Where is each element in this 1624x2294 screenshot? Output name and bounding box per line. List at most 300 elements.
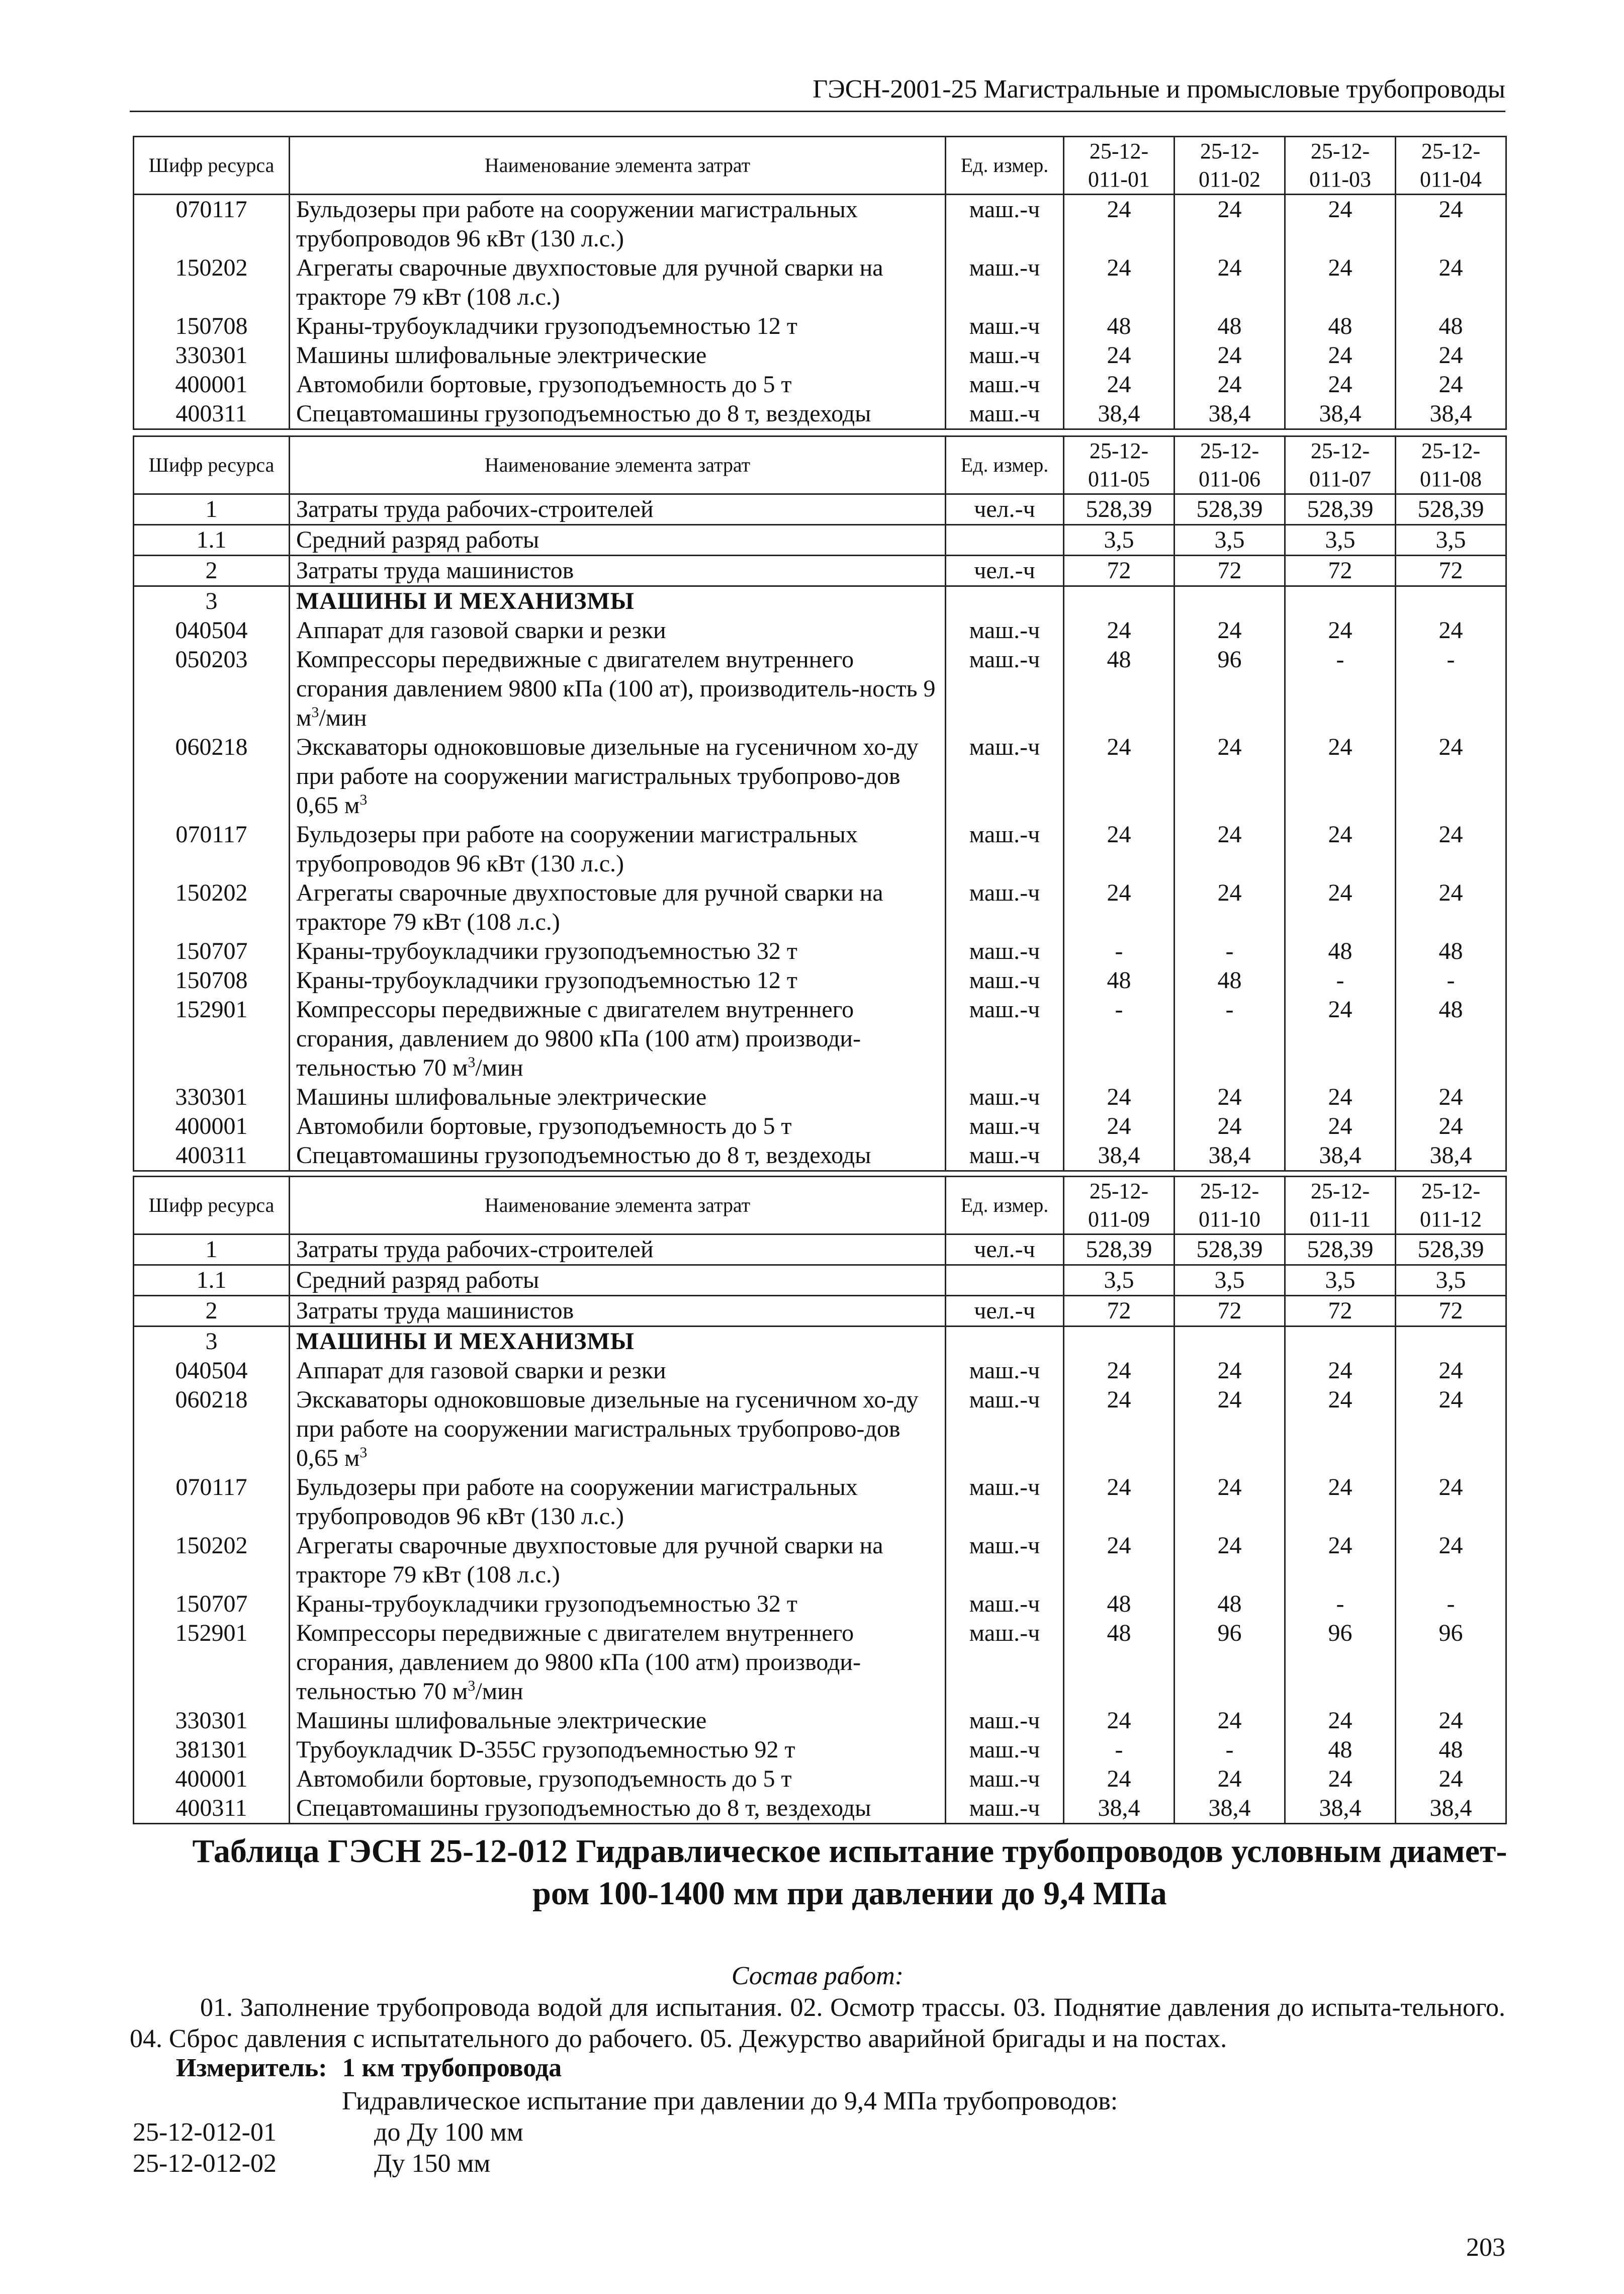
value-cell: 24 bbox=[1396, 1112, 1506, 1141]
value-cell bbox=[1285, 586, 1396, 616]
value-cell bbox=[1175, 1327, 1285, 1357]
code: 25-12-012-02 bbox=[133, 2149, 277, 2178]
unit: маш.-ч bbox=[946, 195, 1064, 254]
unit: маш.-ч bbox=[946, 1794, 1064, 1824]
value-cell: 528,39 bbox=[1285, 494, 1396, 525]
resource-code: 400311 bbox=[134, 1794, 290, 1824]
resource-code: 070117 bbox=[134, 195, 290, 254]
value-cell: 48 bbox=[1285, 312, 1396, 341]
resource-name bbox=[290, 1112, 946, 1141]
norm-code-header bbox=[1396, 1177, 1506, 1234]
resource-table-3 bbox=[133, 1176, 1507, 1824]
resource-table-1 bbox=[133, 136, 1507, 430]
resource-code: 3 bbox=[134, 1327, 290, 1357]
resource-code: 050203 bbox=[134, 645, 290, 733]
resource-name bbox=[290, 1473, 946, 1531]
value-cell: 24 bbox=[1064, 1083, 1175, 1112]
table-row bbox=[134, 1265, 1506, 1296]
value-cell: 38,4 bbox=[1175, 1794, 1285, 1824]
table-row bbox=[134, 616, 1506, 645]
value-cell: 38,4 bbox=[1396, 399, 1506, 429]
value-cell: 3,5 bbox=[1064, 1265, 1175, 1296]
col-unit-header: Ед. измер. bbox=[946, 137, 1064, 195]
value-cell: 24 bbox=[1285, 1356, 1396, 1385]
value-cell: 24 bbox=[1285, 616, 1396, 645]
value-cell: 96 bbox=[1175, 1619, 1285, 1706]
unit bbox=[946, 586, 1064, 616]
value-cell: 24 bbox=[1064, 1385, 1175, 1473]
value-cell: 96 bbox=[1175, 645, 1285, 733]
value-cell: 48 bbox=[1396, 995, 1506, 1083]
resource-name-text: Компрессоры передвижные с двигателем внутреннего сгорания давлением 9800 кПа (100 ат), производитель-ность 9 м bbox=[296, 646, 936, 731]
value-cell: 3,5 bbox=[1285, 1265, 1396, 1296]
table-row bbox=[134, 1764, 1506, 1794]
unit-suffix: /мин bbox=[475, 1054, 523, 1081]
resource-name bbox=[290, 1265, 946, 1296]
value-cell: 72 bbox=[1175, 556, 1285, 586]
value-cell: 24 bbox=[1285, 253, 1396, 312]
value-cell: 24 bbox=[1175, 1706, 1285, 1735]
resource-name-text: Краны-трубоукладчики грузоподъемностью 32 т bbox=[296, 938, 797, 964]
table-row bbox=[134, 195, 1506, 254]
resource-name bbox=[290, 616, 946, 645]
norm-code-header bbox=[1175, 1177, 1285, 1234]
value-cell: 24 bbox=[1064, 878, 1175, 937]
value-cell: 24 bbox=[1175, 1083, 1285, 1112]
table-row bbox=[134, 1356, 1506, 1385]
resource-name bbox=[290, 1764, 946, 1794]
meter-label: Измеритель: bbox=[176, 2054, 327, 2082]
value-cell bbox=[1064, 1327, 1175, 1357]
norm-code-header bbox=[1285, 1177, 1396, 1234]
norm-code-part: 25-12- bbox=[1089, 438, 1149, 463]
value-cell: 24 bbox=[1175, 253, 1285, 312]
table-row bbox=[134, 556, 1506, 586]
resource-name-text: Машины шлифовальные электрические bbox=[296, 1707, 707, 1734]
value-cell: 24 bbox=[1064, 1112, 1175, 1141]
value-cell: 24 bbox=[1064, 341, 1175, 370]
value-cell: 24 bbox=[1285, 1112, 1396, 1141]
unit: маш.-ч bbox=[946, 1735, 1064, 1764]
value-cell: 72 bbox=[1285, 556, 1396, 586]
value-cell: - bbox=[1285, 1590, 1396, 1619]
value-cell: 38,4 bbox=[1285, 399, 1396, 429]
unit-suffix: /мин bbox=[319, 704, 367, 731]
unit: маш.-ч bbox=[946, 1706, 1064, 1735]
value-cell: 24 bbox=[1064, 253, 1175, 312]
unit: маш.-ч bbox=[946, 1385, 1064, 1473]
section-title: Таблица ГЭСН 25-12-012 Гидравлическое испытание трубопроводов условным диамет-ром 100-1400 мм при давлении до 9,4 МПа bbox=[192, 1833, 1507, 1912]
value-cell: 48 bbox=[1175, 312, 1285, 341]
table-row bbox=[134, 733, 1506, 820]
value-cell: 24 bbox=[1285, 1083, 1396, 1112]
unit: чел.-ч bbox=[946, 1234, 1064, 1265]
unit: маш.-ч bbox=[946, 1356, 1064, 1385]
resource-name-text: Автомобили бортовые, грузоподъемность до 5 т bbox=[296, 1113, 792, 1139]
table-row bbox=[134, 341, 1506, 370]
table-row bbox=[134, 995, 1506, 1083]
resource-name bbox=[290, 253, 946, 312]
value-cell bbox=[1285, 1327, 1396, 1357]
value-cell: 24 bbox=[1285, 195, 1396, 254]
resource-code: 1 bbox=[134, 494, 290, 525]
value-cell: 24 bbox=[1175, 1764, 1285, 1794]
unit: маш.-ч bbox=[946, 1083, 1064, 1112]
resource-name-text: Средний разряд работы bbox=[296, 526, 539, 553]
resource-name bbox=[290, 494, 946, 525]
resource-name-text: Бульдозеры при работе на сооружении магистральных трубопроводов 96 кВт (130 л.с.) bbox=[296, 196, 858, 252]
table-row bbox=[134, 1141, 1506, 1171]
value-cell: 96 bbox=[1396, 1619, 1506, 1706]
norm-code-part: 25-12- bbox=[1089, 139, 1149, 163]
resource-name-text: Спецавтомашины грузоподъемностью до 8 т, вездеходы bbox=[296, 400, 871, 427]
norm-code-part: 011-12 bbox=[1419, 1207, 1482, 1231]
unit: маш.-ч bbox=[946, 1764, 1064, 1794]
code-line bbox=[133, 2148, 490, 2179]
unit: маш.-ч bbox=[946, 1619, 1064, 1706]
resource-name-text: Бульдозеры при работе на сооружении магистральных трубопроводов 96 кВт (130 л.с.) bbox=[296, 1474, 858, 1530]
subheading: Гидравлическое испытание при давлении до 9,4 МПа трубопроводов: bbox=[342, 2087, 1118, 2115]
value-cell: 24 bbox=[1175, 195, 1285, 254]
table-row bbox=[134, 645, 1506, 733]
value-cell: 3,5 bbox=[1175, 525, 1285, 556]
resource-name bbox=[290, 556, 946, 586]
resource-name-text: Агрегаты сварочные двухпостовые для ручной сварки на тракторе 79 кВт (108 л.с.) bbox=[296, 879, 883, 935]
resource-name-text: Агрегаты сварочные двухпостовые для ручной сварки на тракторе 79 кВт (108 л.с.) bbox=[296, 1532, 883, 1588]
norm-code-header bbox=[1064, 137, 1175, 195]
unit bbox=[946, 525, 1064, 556]
table-row bbox=[134, 1296, 1506, 1327]
table-row bbox=[134, 937, 1506, 966]
value-cell: 24 bbox=[1396, 253, 1506, 312]
value-cell: 3,5 bbox=[1396, 1265, 1506, 1296]
resource-name bbox=[290, 1619, 946, 1706]
norm-code-part: 25-12- bbox=[1089, 1179, 1149, 1203]
value-cell: 24 bbox=[1064, 370, 1175, 399]
norm-code-header bbox=[1064, 436, 1175, 494]
unit: маш.-ч bbox=[946, 312, 1064, 341]
resource-name bbox=[290, 1706, 946, 1735]
resource-code: 060218 bbox=[134, 1385, 290, 1473]
table-row bbox=[134, 370, 1506, 399]
unit: чел.-ч bbox=[946, 1296, 1064, 1327]
resource-code: 1 bbox=[134, 1234, 290, 1265]
table-row bbox=[134, 1531, 1506, 1590]
unit: маш.-ч bbox=[946, 937, 1064, 966]
header-row bbox=[134, 1177, 1506, 1234]
resource-code: 070117 bbox=[134, 820, 290, 878]
composition-text: 01. Заполнение трубопровода водой для испытания. 02. Осмотр трассы. 03. Поднятие давления до испыта-тельного. 04. Сброс давления с испытательного до рабочего. 05. Дежурство аварийной бригады и на постах. bbox=[130, 1993, 1505, 2053]
unit: маш.-ч bbox=[946, 1112, 1064, 1141]
value-cell: 528,39 bbox=[1175, 1234, 1285, 1265]
value-cell: 24 bbox=[1285, 820, 1396, 878]
value-cell: 96 bbox=[1285, 1619, 1396, 1706]
value-cell: - bbox=[1175, 995, 1285, 1083]
table-row bbox=[134, 966, 1506, 995]
superscript: 3 bbox=[359, 1444, 368, 1461]
norm-code-part: 011-10 bbox=[1198, 1207, 1261, 1231]
value-cell: 24 bbox=[1285, 733, 1396, 820]
value-cell: 24 bbox=[1285, 1531, 1396, 1590]
value-cell: 48 bbox=[1064, 1590, 1175, 1619]
value-cell: - bbox=[1064, 1735, 1175, 1764]
resource-code: 381301 bbox=[134, 1735, 290, 1764]
unit: чел.-ч bbox=[946, 556, 1064, 586]
resource-name bbox=[290, 820, 946, 878]
norm-code-part: 25-12- bbox=[1200, 1179, 1259, 1203]
table-row bbox=[134, 1083, 1506, 1112]
resource-name-text: Затраты труда рабочих-строителей bbox=[296, 496, 654, 522]
value-cell: 24 bbox=[1064, 195, 1175, 254]
value-cell: 24 bbox=[1396, 1706, 1506, 1735]
value-cell: 72 bbox=[1064, 1296, 1175, 1327]
resource-code: 1.1 bbox=[134, 1265, 290, 1296]
resource-code: 2 bbox=[134, 556, 290, 586]
value-cell: 24 bbox=[1175, 820, 1285, 878]
resource-code: 060218 bbox=[134, 733, 290, 820]
norm-code-part: 011-02 bbox=[1198, 167, 1261, 192]
resource-name bbox=[290, 1296, 946, 1327]
resource-code: 040504 bbox=[134, 1356, 290, 1385]
norm-code-part: 011-11 bbox=[1309, 1207, 1371, 1231]
value-cell: 72 bbox=[1396, 1296, 1506, 1327]
norm-code-part: 25-12- bbox=[1421, 139, 1481, 163]
value-cell: 24 bbox=[1396, 616, 1506, 645]
resource-name-text: МАШИНЫ И МЕХАНИЗМЫ bbox=[296, 1328, 635, 1355]
code-text: до Ду 100 мм bbox=[374, 2118, 523, 2147]
col-code-header: Шифр ресурса bbox=[134, 1177, 290, 1234]
resource-code: 150708 bbox=[134, 312, 290, 341]
value-cell: 24 bbox=[1175, 616, 1285, 645]
resource-code: 152901 bbox=[134, 995, 290, 1083]
unit: маш.-ч bbox=[946, 616, 1064, 645]
value-cell: 24 bbox=[1285, 1764, 1396, 1794]
table-row bbox=[134, 494, 1506, 525]
resource-name bbox=[290, 1531, 946, 1590]
col-name-header: Наименование элемента затрат bbox=[290, 137, 946, 195]
value-cell: - bbox=[1396, 1590, 1506, 1619]
unit: маш.-ч bbox=[946, 733, 1064, 820]
value-cell: 48 bbox=[1064, 645, 1175, 733]
resource-name bbox=[290, 370, 946, 399]
value-cell: 24 bbox=[1396, 1356, 1506, 1385]
resource-code: 150202 bbox=[134, 1531, 290, 1590]
resource-name bbox=[290, 586, 946, 616]
value-cell: 24 bbox=[1285, 1706, 1396, 1735]
value-cell: 24 bbox=[1064, 616, 1175, 645]
value-cell bbox=[1396, 586, 1506, 616]
norm-code-part: 25-12- bbox=[1310, 1179, 1370, 1203]
value-cell: 38,4 bbox=[1285, 1794, 1396, 1824]
resource-name-text: Краны-трубоукладчики грузоподъемностью 32 т bbox=[296, 1591, 797, 1617]
table-row bbox=[134, 399, 1506, 429]
resource-name-text: Автомобили бортовые, грузоподъемность до 5 т bbox=[296, 371, 792, 398]
unit: маш.-ч bbox=[946, 1141, 1064, 1171]
value-cell: 24 bbox=[1285, 341, 1396, 370]
unit: чел.-ч bbox=[946, 494, 1064, 525]
table-row bbox=[134, 1794, 1506, 1824]
value-cell: 48 bbox=[1396, 312, 1506, 341]
unit-suffix: /мин bbox=[475, 1678, 523, 1705]
value-cell bbox=[1396, 1327, 1506, 1357]
value-cell: 24 bbox=[1285, 878, 1396, 937]
unit: маш.-ч bbox=[946, 820, 1064, 878]
norm-code-header bbox=[1064, 1177, 1175, 1234]
resource-code: 400001 bbox=[134, 370, 290, 399]
resource-name-text: Спецавтомашины грузоподъемностью до 8 т, вездеходы bbox=[296, 1795, 871, 1821]
table-row bbox=[134, 1112, 1506, 1141]
value-cell: 48 bbox=[1285, 1735, 1396, 1764]
value-cell: 38,4 bbox=[1064, 399, 1175, 429]
value-cell: 38,4 bbox=[1175, 1141, 1285, 1171]
value-cell: 48 bbox=[1396, 937, 1506, 966]
value-cell: 24 bbox=[1396, 878, 1506, 937]
value-cell: 72 bbox=[1396, 556, 1506, 586]
unit: маш.-ч bbox=[946, 1531, 1064, 1590]
value-cell: 72 bbox=[1285, 1296, 1396, 1327]
resource-name bbox=[290, 399, 946, 429]
resource-code: 400001 bbox=[134, 1764, 290, 1794]
unit: маш.-ч bbox=[946, 878, 1064, 937]
value-cell: 24 bbox=[1396, 341, 1506, 370]
meter-value: 1 км трубопровода bbox=[342, 2054, 562, 2082]
value-cell bbox=[1064, 586, 1175, 616]
resource-name-text: Агрегаты сварочные двухпостовые для ручной сварки на тракторе 79 кВт (108 л.с.) bbox=[296, 254, 883, 310]
resource-name-text: Средний разряд работы bbox=[296, 1267, 539, 1293]
norm-code-part: 011-03 bbox=[1309, 167, 1372, 192]
col-code-header: Шифр ресурса bbox=[134, 137, 290, 195]
value-cell: - bbox=[1175, 937, 1285, 966]
norm-code-part: 011-01 bbox=[1088, 167, 1150, 192]
norm-code-part: 011-05 bbox=[1088, 467, 1150, 491]
resource-name bbox=[290, 1590, 946, 1619]
table-row bbox=[134, 820, 1506, 878]
norm-code-part: 011-06 bbox=[1198, 467, 1261, 491]
unit: маш.-ч bbox=[946, 1590, 1064, 1619]
table-row bbox=[134, 878, 1506, 937]
value-cell: 528,39 bbox=[1396, 1234, 1506, 1265]
table-row bbox=[134, 1735, 1506, 1764]
value-cell: 48 bbox=[1064, 966, 1175, 995]
value-cell: 24 bbox=[1396, 1473, 1506, 1531]
resource-name-text: Затраты труда рабочих-строителей bbox=[296, 1236, 654, 1263]
resource-name bbox=[290, 966, 946, 995]
table-row bbox=[134, 312, 1506, 341]
value-cell: 24 bbox=[1175, 341, 1285, 370]
norm-code-part: 25-12- bbox=[1421, 1179, 1481, 1203]
resource-name bbox=[290, 1735, 946, 1764]
unit: маш.-ч bbox=[946, 1473, 1064, 1531]
norm-code-header bbox=[1175, 137, 1285, 195]
col-name-header: Наименование элемента затрат bbox=[290, 436, 946, 494]
unit: маш.-ч bbox=[946, 399, 1064, 429]
value-cell: 24 bbox=[1064, 1356, 1175, 1385]
norm-code-part: 25-12- bbox=[1200, 139, 1259, 163]
value-cell: - bbox=[1175, 1735, 1285, 1764]
resource-code: 330301 bbox=[134, 341, 290, 370]
norm-code-part: 25-12- bbox=[1310, 438, 1370, 463]
value-cell: 528,39 bbox=[1064, 494, 1175, 525]
resource-code: 400311 bbox=[134, 1141, 290, 1171]
value-cell: 24 bbox=[1175, 733, 1285, 820]
value-cell: 72 bbox=[1064, 556, 1175, 586]
value-cell: - bbox=[1285, 966, 1396, 995]
value-cell: 528,39 bbox=[1064, 1234, 1175, 1265]
col-unit-header: Ед. измер. bbox=[946, 1177, 1064, 1234]
unit: маш.-ч bbox=[946, 995, 1064, 1083]
unit bbox=[946, 1327, 1064, 1357]
value-cell: - bbox=[1285, 645, 1396, 733]
value-cell: 48 bbox=[1285, 937, 1396, 966]
table-row bbox=[134, 1590, 1506, 1619]
unit: маш.-ч bbox=[946, 253, 1064, 312]
code: 25-12-012-01 bbox=[133, 2118, 277, 2147]
value-cell: - bbox=[1064, 995, 1175, 1083]
resource-code: 400311 bbox=[134, 399, 290, 429]
norm-code-part: 011-07 bbox=[1309, 467, 1372, 491]
value-cell: 24 bbox=[1175, 1473, 1285, 1531]
resource-name bbox=[290, 1083, 946, 1112]
value-cell: 3,5 bbox=[1064, 525, 1175, 556]
value-cell: 24 bbox=[1396, 1385, 1506, 1473]
header-row bbox=[134, 137, 1506, 195]
value-cell: 24 bbox=[1064, 733, 1175, 820]
header-row bbox=[134, 436, 1506, 494]
value-cell: 24 bbox=[1175, 1531, 1285, 1590]
value-cell: 38,4 bbox=[1396, 1141, 1506, 1171]
value-cell: 24 bbox=[1175, 878, 1285, 937]
value-cell: 24 bbox=[1064, 1473, 1175, 1531]
value-cell: 24 bbox=[1175, 1112, 1285, 1141]
resource-code: 070117 bbox=[134, 1473, 290, 1531]
resource-code: 150707 bbox=[134, 937, 290, 966]
value-cell: 3,5 bbox=[1175, 1265, 1285, 1296]
resource-code: 152901 bbox=[134, 1619, 290, 1706]
resource-name bbox=[290, 1141, 946, 1171]
value-cell: 24 bbox=[1396, 733, 1506, 820]
value-cell: 24 bbox=[1175, 1356, 1285, 1385]
value-cell: 38,4 bbox=[1396, 1794, 1506, 1824]
value-cell: 48 bbox=[1064, 312, 1175, 341]
norm-code-header bbox=[1396, 436, 1506, 494]
table-row bbox=[134, 1234, 1506, 1265]
superscript: 3 bbox=[359, 791, 368, 808]
resource-name bbox=[290, 995, 946, 1083]
value-cell: 3,5 bbox=[1285, 525, 1396, 556]
col-unit-header: Ед. измер. bbox=[946, 436, 1064, 494]
resource-name-text: Компрессоры передвижные с двигателем внутреннего сгорания, давлением до 9800 кПа (100 атм) производи-тельностью 70 м bbox=[296, 1620, 861, 1705]
value-cell: 24 bbox=[1175, 370, 1285, 399]
unit: маш.-ч bbox=[946, 966, 1064, 995]
resource-name-text: Машины шлифовальные электрические bbox=[296, 1084, 707, 1110]
table-row bbox=[134, 1327, 1506, 1357]
resource-name-text: Машины шлифовальные электрические bbox=[296, 342, 707, 369]
col-code-header: Шифр ресурса bbox=[134, 436, 290, 494]
resource-name-text: Краны-трубоукладчики грузоподъемностью 12 т bbox=[296, 967, 797, 994]
resource-code: 150202 bbox=[134, 253, 290, 312]
code-line bbox=[133, 2117, 523, 2148]
value-cell: 24 bbox=[1285, 370, 1396, 399]
value-cell: 72 bbox=[1175, 1296, 1285, 1327]
value-cell: 3,5 bbox=[1396, 525, 1506, 556]
resource-code: 330301 bbox=[134, 1083, 290, 1112]
col-name-header: Наименование элемента затрат bbox=[290, 1177, 946, 1234]
resource-code: 1.1 bbox=[134, 525, 290, 556]
value-cell: - bbox=[1396, 966, 1506, 995]
value-cell: 24 bbox=[1396, 1531, 1506, 1590]
table-row bbox=[134, 1706, 1506, 1735]
value-cell: 24 bbox=[1396, 1764, 1506, 1794]
